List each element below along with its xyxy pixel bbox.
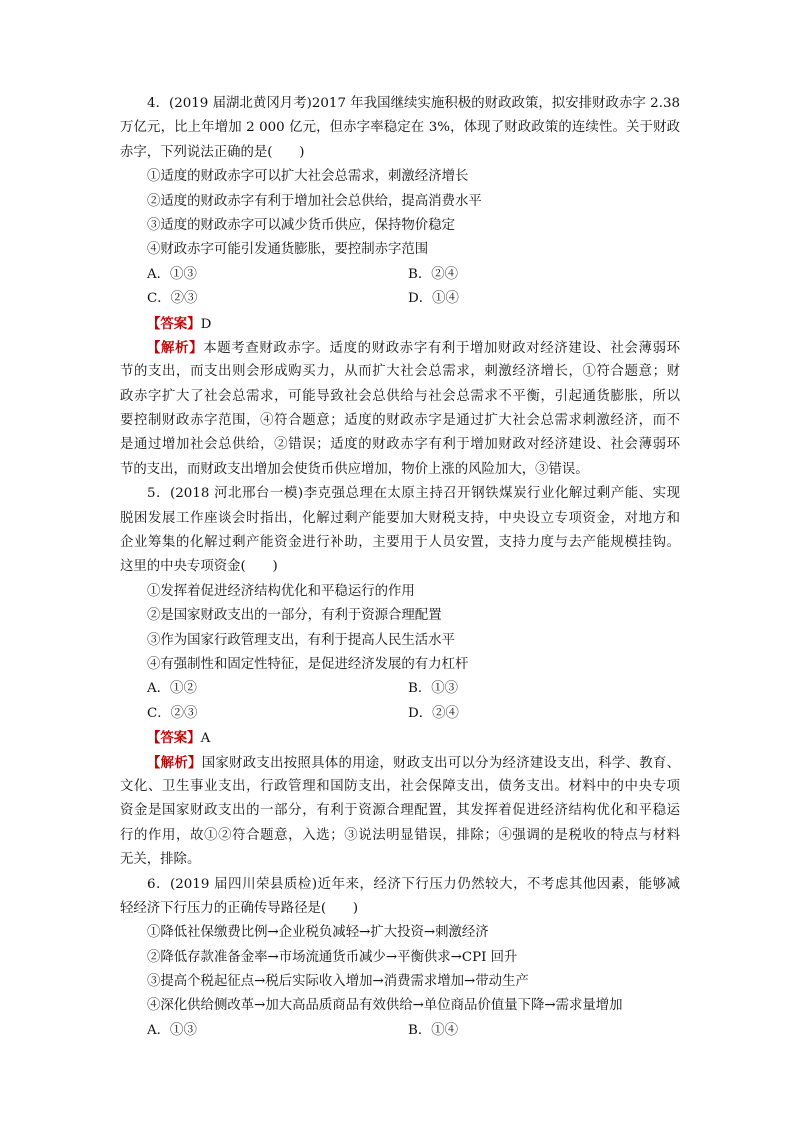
analysis-tag: 【解析】 — [147, 339, 204, 356]
document-content — [120, 92, 680, 1043]
analysis-line: 节的支出，而支出则会形成购买力，从而扩大社会总需求，刺激经济增长，①符合题意；财 — [120, 364, 680, 380]
statement-item: ①发挥着促进经济结构优化和平稳运行的作用 — [147, 583, 415, 599]
statement-item: ③作为国家行政管理支出，有利于提高人民生活水平 — [147, 632, 455, 648]
option-c: C．②③ — [147, 705, 198, 721]
answer-tag: 【答案】 — [147, 730, 201, 747]
question-4 — [120, 92, 680, 482]
analysis-line: 文化、卫生事业支出，行政管理和国防支出，社会保障支出，债务支出。材料中的中央专项 — [120, 778, 680, 794]
option-a: A．①② — [147, 681, 197, 697]
question-stem-line: 轻经济下行压力的正确传导路径是( ) — [120, 900, 359, 916]
statement-item: ④深化供给侧改革→加大高品质商品有效供给→单位商品价值量下降→需求量增加 — [147, 998, 623, 1014]
question-6 — [120, 873, 680, 1044]
statement-item: ①降低社保缴费比例→企业税负减轻→扩大投资→刺激经济 — [147, 925, 489, 941]
analysis-line: 是通过增加社会总供给，②错误；适度的财政赤字有利于增加财政对经济建设、社会薄弱环 — [120, 437, 680, 453]
analysis-line: 政赤字扩大了社会总需求，可能导致社会总供给与社会总需求不平衡，引起通货膨胀，所以 — [120, 388, 680, 404]
question-stem-line: 万亿元，比上年增加 2 000 亿元，但赤字率稳定在 3%，体现了财政政策的连续性。关于财政 — [120, 120, 680, 136]
option-b: B．①③ — [408, 681, 459, 697]
option-d: D．①④ — [408, 291, 459, 307]
analysis-text: 本题考查财政赤字。适度的财政赤字有利于增加财政对经济建设、社会薄弱环 — [203, 340, 680, 356]
statement-item: ④财政赤字可能引发通货膨胀，要控制赤字范围 — [147, 242, 429, 258]
option-b: B．①④ — [408, 1022, 459, 1038]
options-row — [120, 702, 680, 726]
analysis-line: 无关，排除。 — [120, 852, 201, 868]
question-stem-line: 这里的中央专项资金( ) — [120, 559, 278, 575]
analysis-tag: 【解析】 — [147, 754, 202, 771]
statement-item: ④有强制性和固定性特征，是促进经济发展的有力杠杆 — [147, 656, 469, 672]
analysis-line — [120, 751, 680, 775]
statement-item: ①适度的财政赤字可以扩大社会总需求，刺激经济增长 — [147, 169, 469, 185]
analysis-line: 要控制财政赤字范围，④符合题意；适度的财政赤字是通过扩大社会总需求刺激经济，而不 — [120, 413, 680, 429]
option-c: C．②③ — [147, 291, 198, 307]
analysis-line: 行的作用，故①②符合题意，入选；③说法明显错误，排除；④强调的是税收的特点与材料 — [120, 827, 680, 843]
analysis-text: 国家财政支出按照具体的用途，财政支出可以分为经济建设支出，科学、教育、 — [201, 755, 680, 771]
statement-item: ②适度的财政赤字有利于增加社会总供给，提高消费水平 — [147, 193, 482, 209]
options-row — [120, 677, 680, 701]
answer-value: A — [200, 731, 211, 747]
question-stem-line: 企业筹集的化解过剩产能资金进行补助，主要用于人员安置，支持力度与去产能规模挂钩。 — [120, 535, 680, 551]
question-stem-line: 5．(2018 河北邢台一模)李克强总理在太原主持召开钢铁煤炭行业化解过剩产能、实现 — [147, 486, 680, 502]
analysis-line — [120, 336, 680, 360]
option-a: A．①③ — [147, 266, 197, 282]
statement-item: ③适度的财政赤字可以减少货币供应，保持物价稳定 — [147, 217, 455, 233]
option-a: A．①③ — [147, 1022, 197, 1038]
question-stem-line: 4．(2019 届湖北黄冈月考)2017 年我国继续实施积极的财政政策，拟安排财政赤字 2.38 — [147, 96, 680, 111]
statement-item: ③提高个税起征点→税后实际收入增加→消费需求增加→带动生产 — [147, 974, 529, 990]
statement-item: ②是国家财政支出的一部分，有利于资源合理配置 — [147, 608, 442, 624]
option-b: B．②④ — [408, 266, 459, 282]
options-row — [120, 263, 680, 287]
answer-value: D — [200, 316, 212, 332]
option-d: D．②④ — [408, 705, 459, 721]
answer-line — [120, 726, 680, 750]
options-row — [120, 1019, 680, 1043]
question-5 — [120, 482, 680, 872]
statement-item: ②降低存款准备金率→市场流通货币减少→平衡供求→CPI 回升 — [147, 949, 518, 965]
options-row — [120, 287, 680, 311]
question-stem-line: 6．(2019 届四川荣县质检)近年来，经济下行压力仍然较大，不考虑其他因素，能够减 — [147, 876, 680, 892]
question-stem-line: 脱困发展工作座谈会时指出，化解过剩产能要加大财税支持，中央设立专项资金，对地方和 — [120, 510, 680, 526]
question-stem-line: 赤字，下列说法正确的是( ) — [120, 144, 305, 160]
analysis-line: 资金是国家财政支出的一部分，有利于资源合理配置，其发挥着促进经济结构优化和平稳运 — [120, 803, 680, 819]
answer-tag: 【答案】 — [147, 315, 201, 332]
answer-line — [120, 312, 680, 336]
analysis-line: 节的支出，而财政支出增加会使货币供应增加，物价上涨的风险加大，③错误。 — [120, 461, 589, 477]
